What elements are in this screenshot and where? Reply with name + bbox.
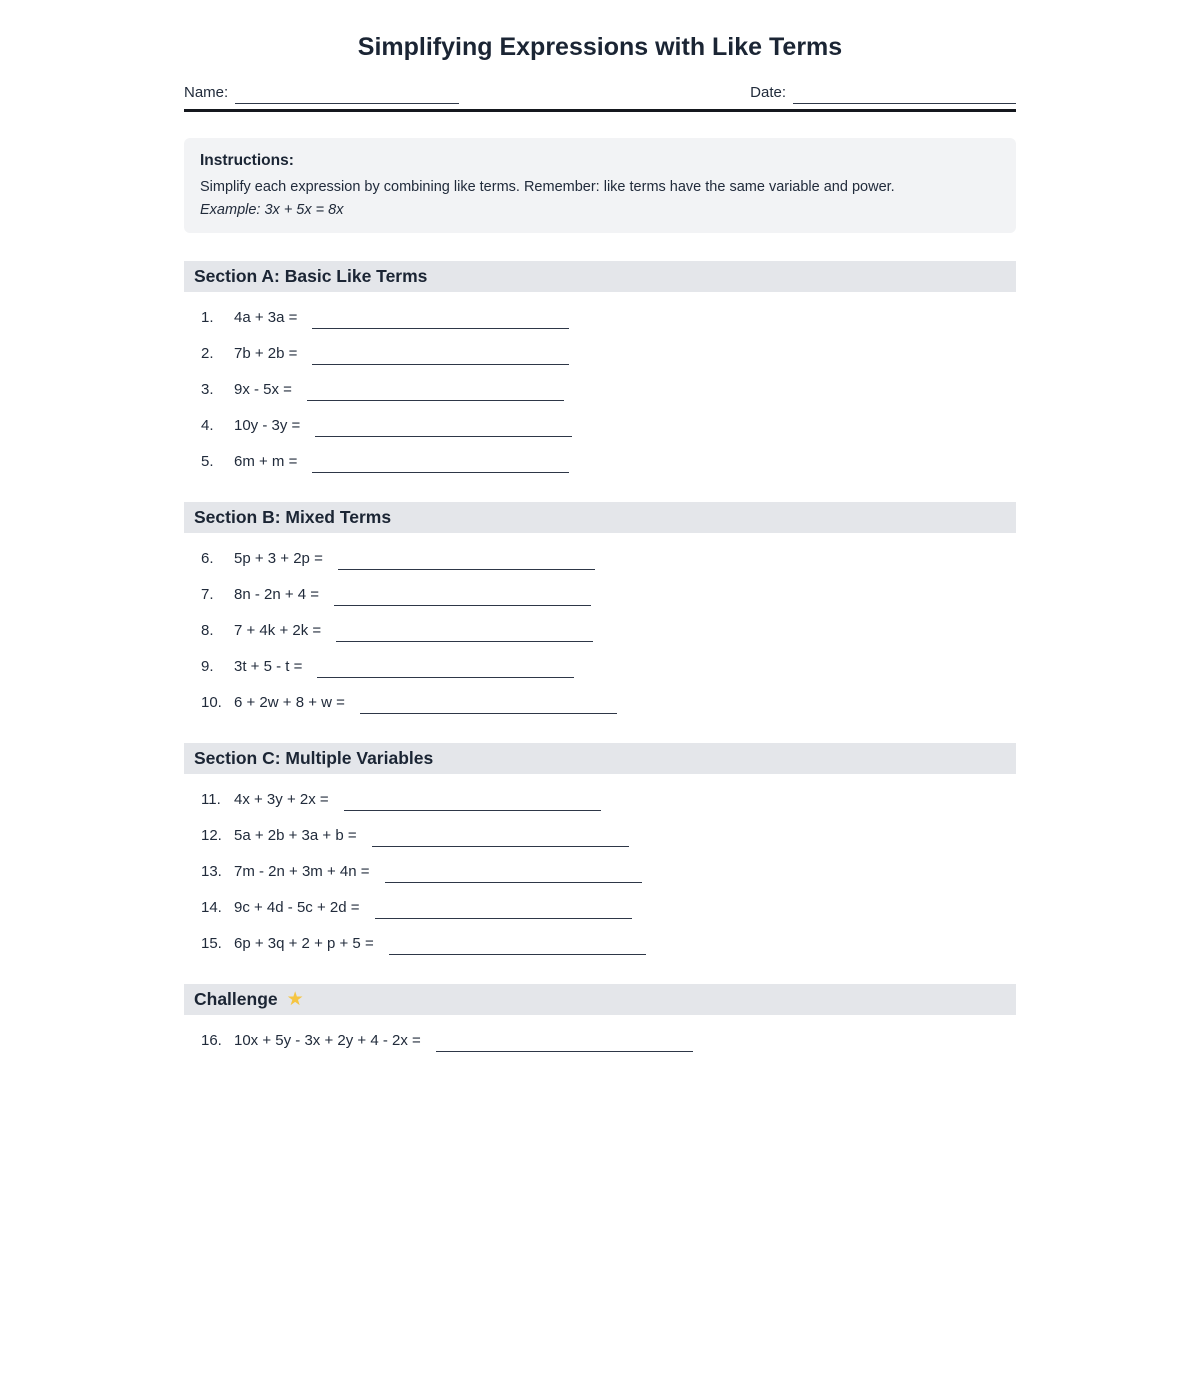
instructions-heading: Instructions: [200, 151, 294, 169]
name-date-row [184, 84, 1016, 112]
answer-blank-line [312, 457, 569, 473]
item-number: 13. [201, 863, 222, 881]
answer-blank-line [389, 939, 646, 955]
problem-9 [184, 649, 1016, 685]
answer-blank-line [317, 662, 574, 678]
item-number: 9. [201, 658, 214, 676]
answer-blank-line [312, 349, 569, 365]
problem-16 [184, 1023, 1016, 1059]
answer-blank-line [312, 313, 569, 329]
item-expression: 9x - 5x = [234, 381, 292, 399]
instructions-body: Simplify each expression by combining like terms. Remember: like terms have the same variable and power. [200, 178, 895, 195]
section-c-header [184, 743, 1016, 774]
section-c-items [184, 782, 1016, 962]
item-number: 12. [201, 827, 222, 845]
item-expression: 7b + 2b = [234, 345, 298, 363]
challenge-title: Challenge [194, 988, 278, 1009]
answer-blank-line [360, 698, 617, 714]
item-expression: 6p + 3q + 2 + p + 5 = [234, 935, 374, 953]
item-number: 7. [201, 586, 214, 604]
instructions-box [184, 138, 1016, 233]
item-number: 10. [201, 694, 222, 712]
answer-blank-line [315, 421, 572, 437]
item-number: 3. [201, 381, 214, 399]
answer-blank-line [375, 903, 632, 919]
section-b-header [184, 502, 1016, 533]
item-expression: 6m + m = [234, 453, 298, 471]
problem-13 [184, 854, 1016, 890]
answer-blank-line [334, 590, 591, 606]
section-b-title: Section B: Mixed Terms [194, 506, 392, 527]
problem-1 [184, 300, 1016, 336]
answer-blank-line [385, 867, 642, 883]
item-expression: 5a + 2b + 3a + b = [234, 827, 357, 845]
section-c-title: Section C: Multiple Variables [194, 747, 434, 768]
name-field [184, 84, 459, 101]
problem-14 [184, 890, 1016, 926]
item-expression: 6 + 2w + 8 + w = [234, 694, 345, 712]
problem-7 [184, 577, 1016, 613]
item-expression: 7m - 2n + 3m + 4n = [234, 863, 370, 881]
challenge-header [184, 984, 1016, 1015]
page-title: Simplifying Expressions with Like Terms [357, 33, 843, 61]
item-number: 15. [201, 935, 222, 953]
problem-2 [184, 336, 1016, 372]
date-blank-line [793, 89, 1016, 104]
problem-6 [184, 541, 1016, 577]
name-blank-line [235, 89, 459, 104]
section-b [184, 502, 1016, 721]
answer-blank-line [436, 1036, 693, 1052]
item-number: 14. [201, 899, 222, 917]
item-number: 6. [201, 550, 214, 568]
answer-blank-line [336, 626, 593, 642]
section-a-header [184, 261, 1016, 292]
star-icon: ★ [286, 988, 304, 1010]
item-expression: 10y - 3y = [234, 417, 301, 435]
item-number: 16. [201, 1032, 222, 1050]
item-expression: 4x + 3y + 2x = [234, 791, 329, 809]
item-number: 5. [201, 453, 214, 471]
section-a [184, 261, 1016, 480]
instructions-example: Example: 3x + 5x = 8x [200, 201, 344, 218]
section-c [184, 743, 1016, 962]
answer-blank-line [372, 831, 629, 847]
item-expression: 8n - 2n + 4 = [234, 586, 320, 604]
item-number: 4. [201, 417, 214, 435]
problem-5 [184, 444, 1016, 480]
section-b-items [184, 541, 1016, 721]
item-number: 11. [201, 791, 221, 809]
item-expression: 3t + 5 - t = [234, 658, 303, 676]
section-challenge [184, 984, 1016, 1059]
item-expression: 4a + 3a = [234, 309, 298, 327]
worksheet-page [184, 0, 1016, 1059]
item-expression: 9c + 4d - 5c + 2d = [234, 899, 360, 917]
answer-blank-line [344, 795, 601, 811]
date-label: Date: [750, 83, 786, 101]
name-label: Name: [184, 83, 229, 101]
challenge-items [184, 1023, 1016, 1059]
item-expression: 7 + 4k + 2k = [234, 622, 322, 640]
problem-11 [184, 782, 1016, 818]
problem-3 [184, 372, 1016, 408]
item-expression: 10x + 5y - 3x + 2y + 4 - 2x = [234, 1032, 421, 1050]
answer-blank-line [307, 385, 564, 401]
problem-10 [184, 685, 1016, 721]
section-a-items [184, 300, 1016, 480]
problem-15 [184, 926, 1016, 962]
item-number: 2. [201, 345, 214, 363]
problem-8 [184, 613, 1016, 649]
item-expression: 5p + 3 + 2p = [234, 550, 323, 568]
answer-blank-line [338, 554, 595, 570]
section-a-title: Section A: Basic Like Terms [194, 265, 428, 286]
date-field [750, 84, 1016, 101]
problem-4 [184, 408, 1016, 444]
item-number: 1. [201, 309, 214, 327]
problem-12 [184, 818, 1016, 854]
item-number: 8. [201, 622, 214, 640]
